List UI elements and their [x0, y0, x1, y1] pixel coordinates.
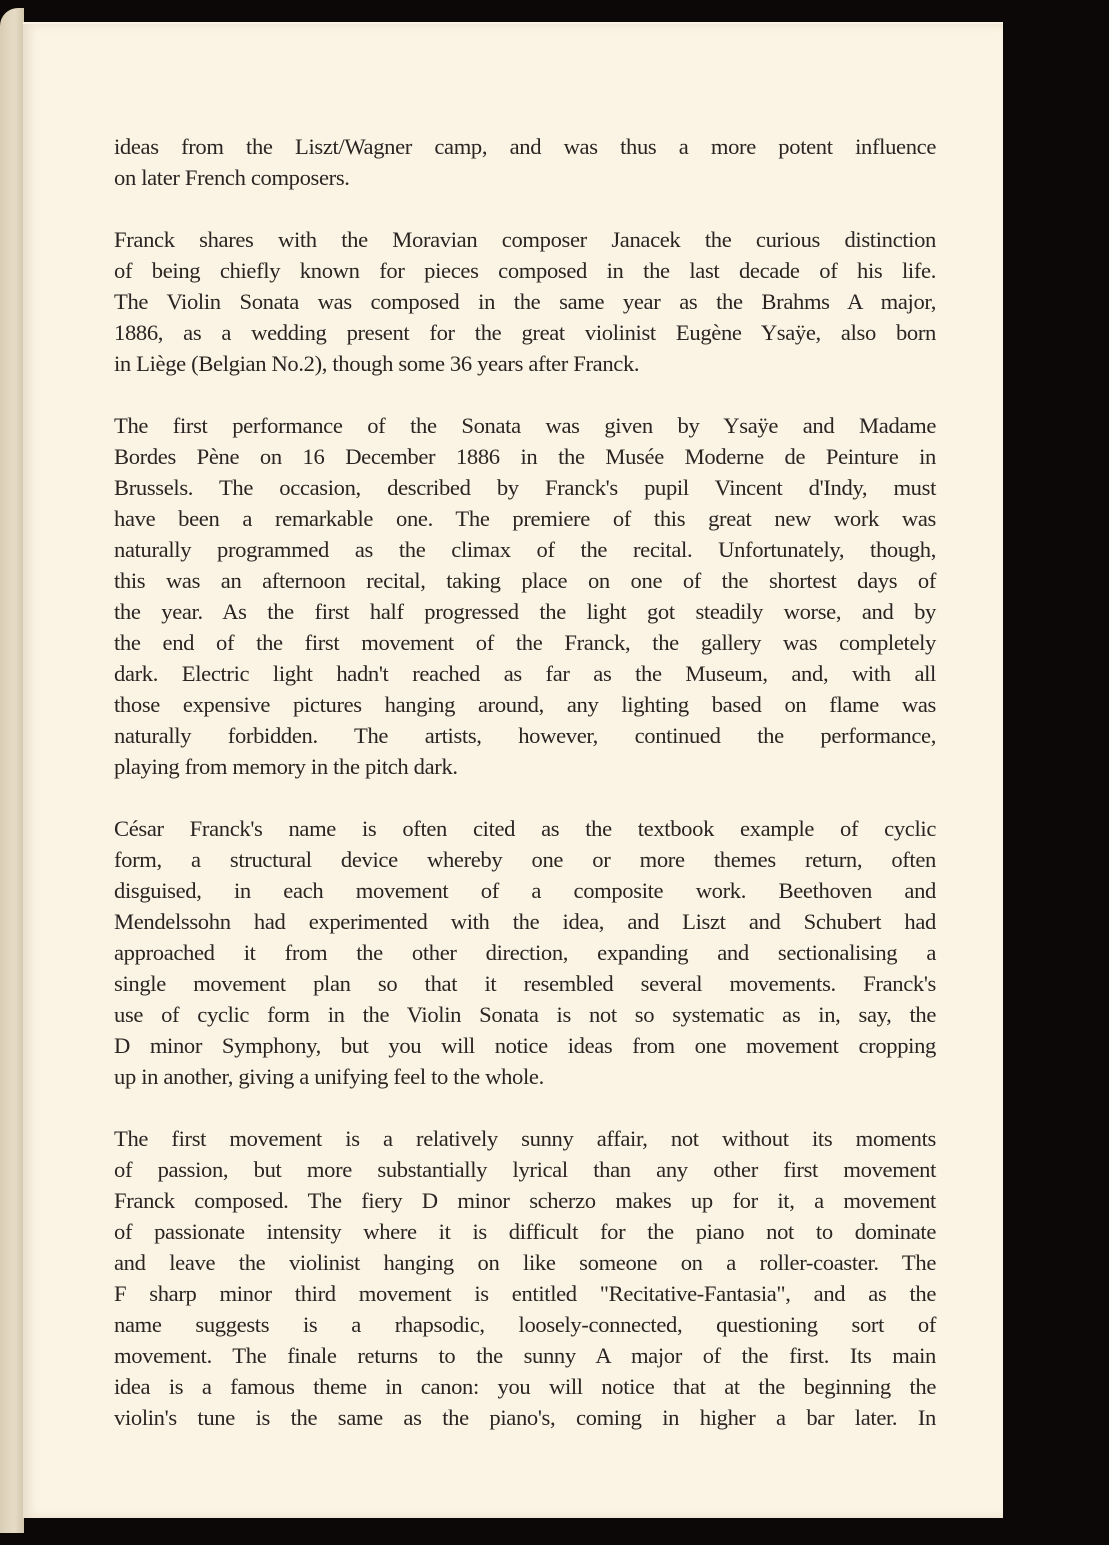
text-line: Mendelssohn had experimented with the idea, and Liszt and Schubert had [114, 909, 936, 934]
text-line: idea is a famous theme in canon: you will notice that at the beginning the [114, 1374, 936, 1399]
text-line: up in another, giving a unifying feel to the whole. [114, 1064, 544, 1089]
text-line: Franck composed. The fiery D minor scherzo makes up for it, a movement [114, 1188, 936, 1213]
text-line: The first performance of the Sonata was given by Ysaÿe and Madame [114, 413, 936, 438]
text-line: of being chiefly known for pieces composed in the last decade of his life. [114, 258, 936, 283]
paragraph [114, 813, 936, 1092]
text-line: of passionate intensity where it is difficult for the piano not to dominate [114, 1219, 936, 1244]
text-line: Bordes Pène on 16 December 1886 in the Musée Moderne de Peinture in [114, 444, 936, 469]
text-line: naturally programmed as the climax of the recital. Unfortunately, though, [114, 537, 936, 562]
text-line: approached it from the other direction, expanding and sectionalising a [114, 940, 936, 965]
text-line: movement. The finale returns to the sunny A major of the first. Its main [114, 1343, 936, 1368]
paragraph [114, 224, 936, 379]
text-line: The Violin Sonata was composed in the same year as the Brahms A major, [114, 289, 936, 314]
text-line: have been a remarkable one. The premiere of this great new work was [114, 506, 936, 531]
text-line: D minor Symphony, but you will notice ideas from one movement cropping [114, 1033, 936, 1058]
text-line: the end of the first movement of the Franck, the gallery was completely [114, 630, 936, 655]
paragraph [114, 1123, 936, 1433]
text-line: The first movement is a relatively sunny affair, not without its moments [114, 1126, 936, 1151]
text-line: form, a structural device whereby one or more themes return, often [114, 847, 936, 872]
text-line: 1886, as a wedding present for the great violinist Eugène Ysaÿe, also born [114, 320, 936, 345]
text-line: ideas from the Liszt/Wagner camp, and was thus a more potent influence [114, 134, 936, 159]
text-line: F sharp minor third movement is entitled "Recitative-Fantasia", and as the [114, 1281, 936, 1306]
text-line: violin's tune is the same as the piano's, coming in higher a bar later. In [114, 1405, 936, 1430]
text-line: in Liège (Belgian No.2), though some 36 years after Franck. [114, 351, 640, 376]
text-line: on later French composers. [114, 165, 350, 190]
text-line: this was an afternoon recital, taking place on one of the shortest days of [114, 568, 936, 593]
text-line: Brussels. The occasion, described by Franck's pupil Vincent d'Indy, must [114, 475, 936, 500]
text-line: César Franck's name is often cited as the textbook example of cyclic [114, 816, 936, 841]
paragraph [114, 131, 936, 193]
text-line: name suggests is a rhapsodic, loosely-connected, questioning sort of [114, 1312, 936, 1337]
text-line: the year. As the first half progressed the light got steadily worse, and by [114, 599, 936, 624]
text-line: single movement plan so that it resembled several movements. Franck's [114, 971, 936, 996]
text-line: Franck shares with the Moravian composer Janacek the curious distinction [114, 227, 936, 252]
text-line: disguised, in each movement of a composite work. Beethoven and [114, 878, 936, 903]
text-line: use of cyclic form in the Violin Sonata is not so systematic as in, say, the [114, 1002, 936, 1027]
text-line: naturally forbidden. The artists, however, continued the performance, [114, 723, 936, 748]
text-line: of passion, but more substantially lyrical than any other first movement [114, 1157, 936, 1182]
paragraph [114, 410, 936, 782]
book-binding [0, 8, 24, 1533]
page-text [114, 131, 936, 1464]
text-line: dark. Electric light hadn't reached as far as the Museum, and, with all [114, 661, 936, 686]
text-line: and leave the violinist hanging on like someone on a roller-coaster. The [114, 1250, 936, 1275]
text-line: those expensive pictures hanging around, any lighting based on flame was [114, 692, 936, 717]
text-line: playing from memory in the pitch dark. [114, 754, 458, 779]
